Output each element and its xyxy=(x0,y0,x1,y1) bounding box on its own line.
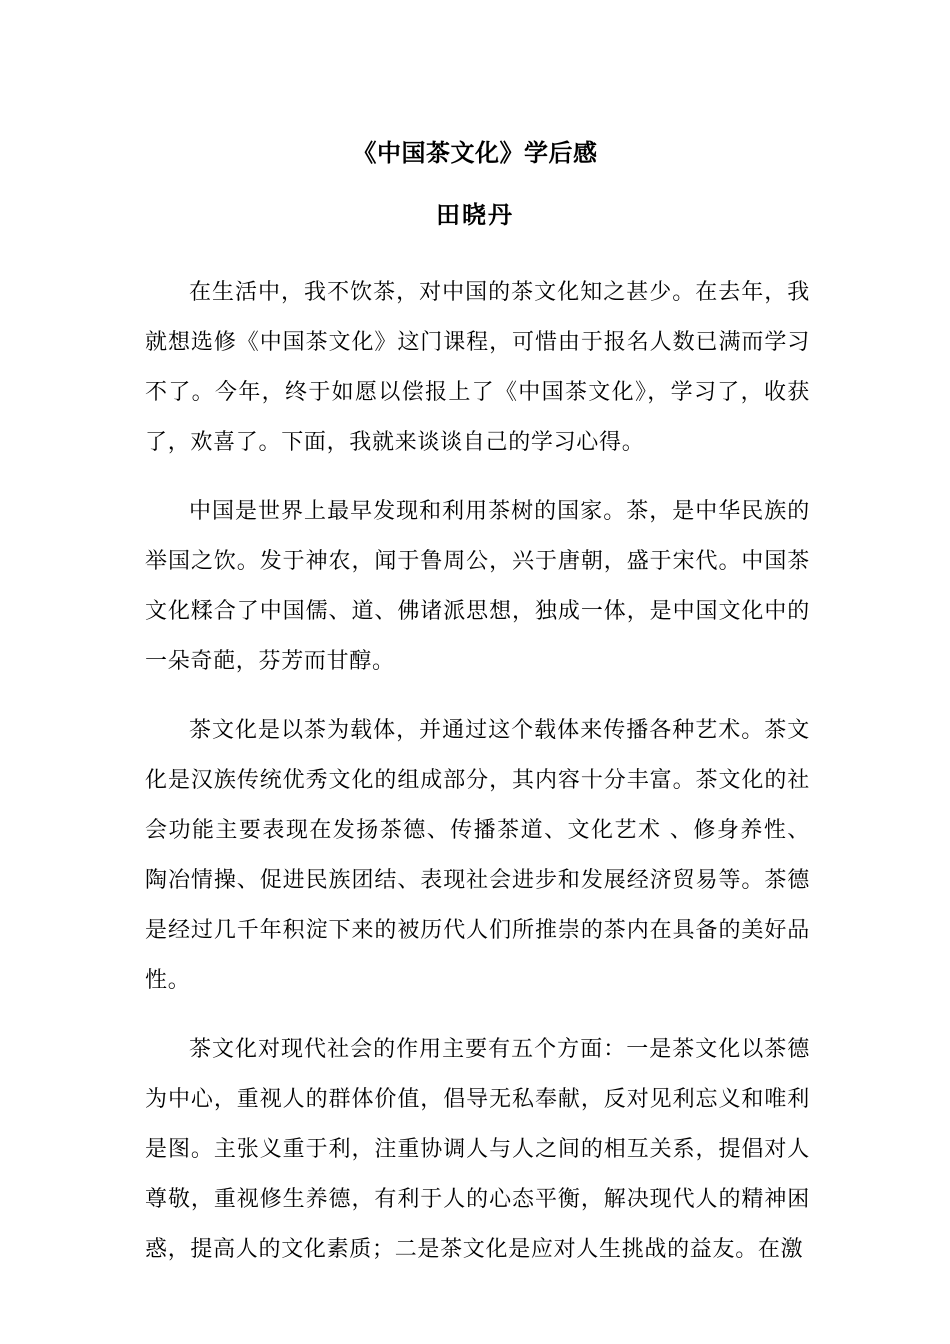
paragraph: 茶文化对现代社会的作用主要有五个方面：一是茶文化以茶德为中心，重视人的群体价值，倡导无私奉献，反对见利忘义和唯利是图。主张义重于利，注重协调人与人之间的相互关系，提倡对人尊敬，重视修生养德，有利于人的心态平衡，解决现代人的精神困惑，提高人的文化素质；二是茶文化是应对人生挑战的益友。在激 xyxy=(145,1037,810,1262)
paragraph: 茶文化是以茶为载体，并通过这个载体来传播各种艺术。茶文化是汉族传统优秀文化的组成部分，其内容十分丰富。茶文化的社会功能主要表现在发扬茶德、传播茶道、文化艺术 、修身养性、陶冶情操、促进民族团结、表现社会进步和发展经济贸易等。茶德是经过几千年积淀下来的被历代人们所推崇的茶内在具备的美好品性。 xyxy=(145,718,810,993)
paragraph: 在生活中，我不饮茶，对中国的茶文化知之甚少。在去年，我就想选修《中国茶文化》这门课程，可惜由于报名人数已满而学习不了。今年，终于如愿以偿报上了《中国茶文化》，学习了，收获了，欢喜了。下面，我就来谈谈自己的学习心得。 xyxy=(145,280,810,455)
document-author: 田晓丹 xyxy=(436,200,514,229)
paragraph: 中国是世界上最早发现和利用茶树的国家。茶，是中华民族的举国之饮。发于神农，闻于鲁周公，兴于唐朝，盛于宋代。中国茶文化糅合了中国儒、道、佛诸派思想，独成一体，是中国文化中的一朵奇葩，芬芳而甘醇。 xyxy=(145,499,810,674)
document-title: 《中国茶文化》学后感 xyxy=(352,138,598,167)
document-body xyxy=(145,268,810,1294)
